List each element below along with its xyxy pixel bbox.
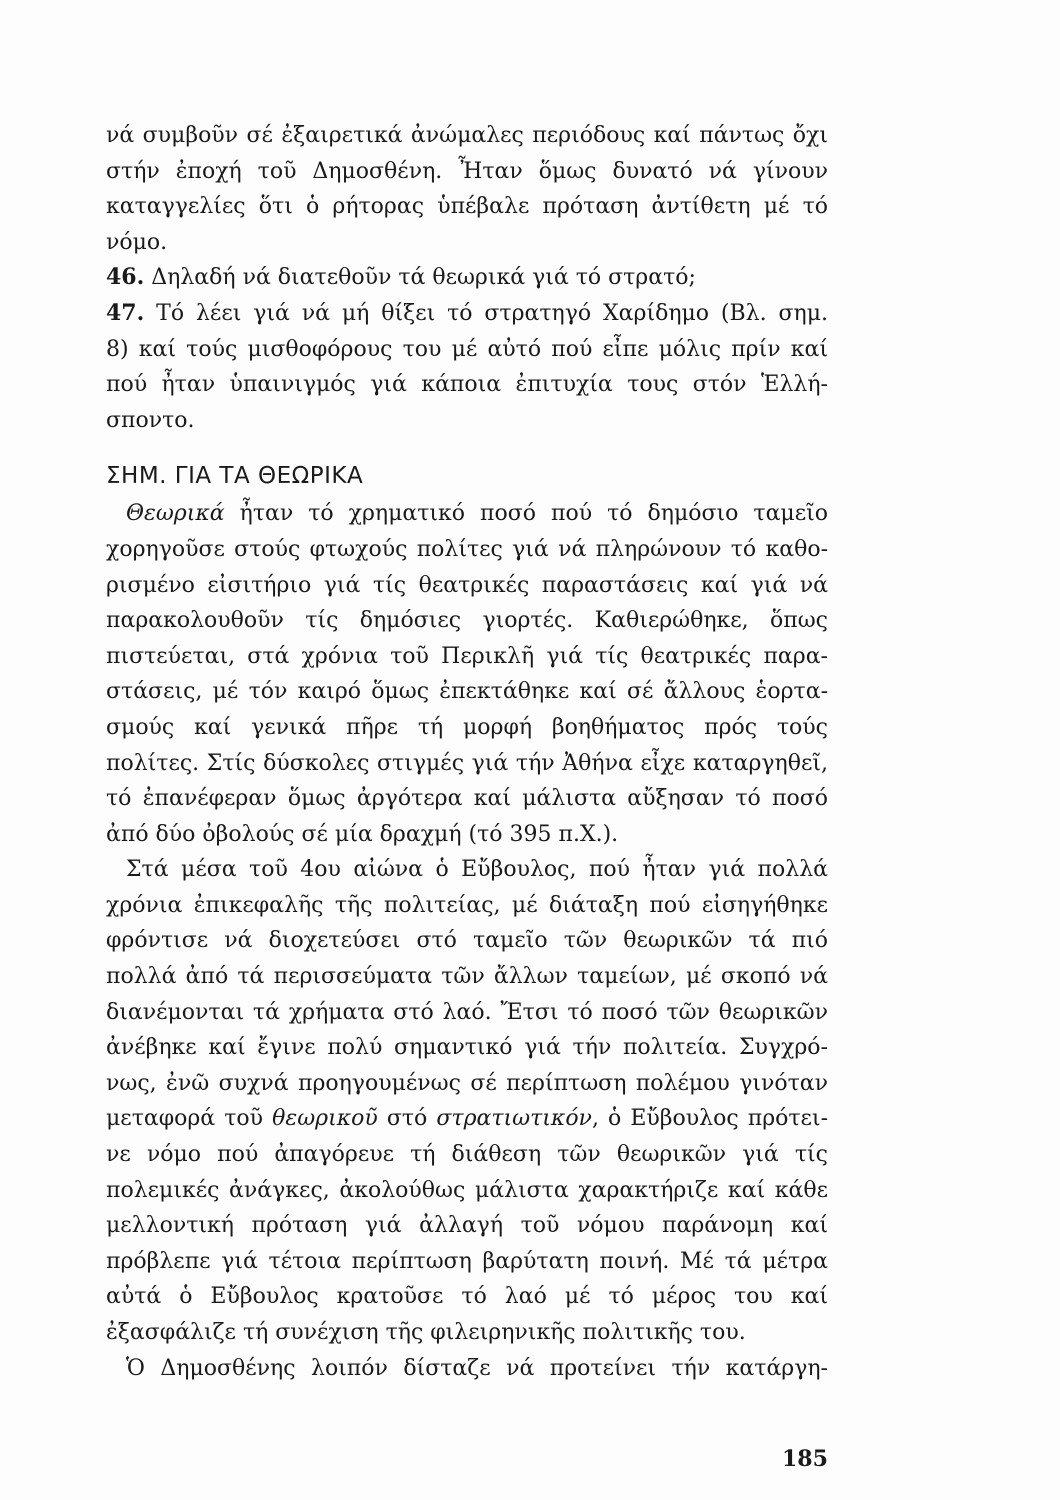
text-run: ἦταν τό χρηματικό ποσό πού τό δημόσιο ταμεῖο [224,501,828,527]
text-line: χρόνια ἐπικεφαλῆς τῆς πολιτείας, μέ διάταξη πού εἰσηγήθηκε [106,892,828,918]
text-line: πού ἦταν ὑπαινιγμός γιά κάποια ἐπιτυχία τους στόν Ἑλλή- [106,372,828,398]
text-line-mixed [106,1101,828,1137]
text-line: καταγγελίες ὅτι ὁ ρήτορας ὑπέβαλε πρόταση ἀντίθετη μέ τό [106,194,828,220]
paragraph-first-line [106,496,828,532]
text-line: μελλοντική πρόταση γιά ἀλλαγή τοῦ νόμου παράνομη καί [106,1213,828,1239]
note-number: 46. [106,264,145,291]
text-line: στήν ἐποχή τοῦ Δημοσθένη. Ἦταν ὅμως δυνατό νά γίνουν [106,158,828,184]
text-line: Στά μέσα τοῦ 4ου αἰώνα ὁ Εὔβουλος, πού ἦταν γιά πολλά [126,857,828,883]
text-line: ἀνέβηκε καί ἔγινε πολύ σημαντικό γιά τήν πολιτεία. Συγχρό- [106,1035,828,1061]
text-line: διανέμονται τά χρήματα στό λαό. Ἔτσι τό ποσό τῶν θεωρικῶν [106,999,828,1025]
italic-term: Θεωρικά [126,501,225,527]
text-line: χορηγοῦσε στούς φτωχούς πολίτες γιά νά πληρώνουν τό καθο- [106,536,828,562]
note-47 [106,296,828,332]
note-number: 47. [106,299,145,326]
text-run: μεταφορά τοῦ [106,1106,273,1132]
text-line: πολλά ἀπό τά περισσεύματα τῶν ἄλλων ταμείων, μέ σκοπό νά [106,964,828,990]
text-line: πιστεύεται, στά χρόνια τοῦ Περικλῆ γιά τίς θεατρικές παρα- [106,643,828,669]
text-line: σποντο. [106,407,195,433]
text-line: νόμο. [106,229,168,255]
page-text [106,118,828,1386]
text-line: πρόβλεπε γιά τέτοια περίπτωση βαρύτατη ποινή. Μέ τά μέτρα [106,1248,828,1274]
text-line: νά συμβοῦν σέ ἐξαιρετικά ἀνώμαλες περιόδους καί πάντως ὄχι [106,123,828,148]
text-line: νε νόμο πού ἀπαγόρευε τή διάθεση τῶν θεωρικῶν γιά τίς [106,1142,828,1168]
section-heading: ΣΗΜ. ΓΙΑ ΤΑ ΘΕΩΡΙΚΑ [106,463,364,490]
note-text: Δηλαδή νά διατεθοῦν τά θεωρικά γιά τό στρατό; [151,265,696,291]
text-run: , ὁ Εὔβουλος πρότει- [591,1106,828,1132]
text-line: στάσεις, μέ τόν καιρό ὅμως ἐπεκτάθηκε καί σέ ἄλλους ἑορτα- [106,679,828,705]
text-line: αὐτά ὁ Εὔβουλος κρατοῦσε τό λαό μέ τό μέρος του καί [106,1284,828,1310]
text-line: παρακολουθοῦν τίς δημόσιες γιορτές. Καθιερώθηκε, ὅπως [106,608,828,634]
note-46 [106,260,828,296]
spacer [106,438,828,456]
note-text: Τό λέει γιά νά μή θίξει τό στρατηγό Χαρίδημο (Βλ. σημ. [156,300,828,326]
text-run: στό [377,1106,437,1132]
text-line: φρόντισε νά διοχετεύσει στό ταμεῖο τῶν θεωρικῶν τά πιό [106,928,828,954]
text-line: σμούς καί γενικά πῆρε τή μορφή βοηθήματος πρός τούς [106,714,828,740]
page-number: 185 [782,1446,828,1472]
text-line: Ὁ Δημοσθένης λοιπόν δίσταζε νά προτείνει τήν κατάργη- [126,1355,828,1381]
text-line: ἐξασφάλιζε τή συνέχιση τῆς φιλειρηνικῆς πολιτικῆς του. [106,1320,746,1345]
text-line: τό ἐπανέφεραν ὅμως ἀργότερα καί μάλιστα αὔξησαν τό ποσό [106,786,828,812]
text-line: πολεμικές ἀνάγκες, ἀκολούθως μάλιστα χαρακτήριζε καί κάθε [106,1177,828,1203]
text-line: 8) καί τούς μισθοφόρους του μέ αὐτό πού εἶπε μόλις πρίν καί [106,336,828,362]
text-line: νως, ἐνῶ συχνά προηγουμένως σέ περίπτωση πολέμου γινόταν [106,1070,828,1096]
italic-term: θεωρικοῦ [272,1106,378,1132]
text-line: ρισμένο εἰσιτήριο γιά τίς θεατρικές παραστάσεις καί γιά νά [106,572,828,598]
italic-term: στρατιωτικόν [436,1106,592,1132]
text-line: ἀπό δύο ὀβολούς σέ μία δραχμή (τό 395 π.Χ.). [106,821,619,847]
text-line: πολίτες. Στίς δύσκολες στιγμές γιά τήν Ἀθήνα εἶχε καταργηθεῖ, [106,750,828,776]
